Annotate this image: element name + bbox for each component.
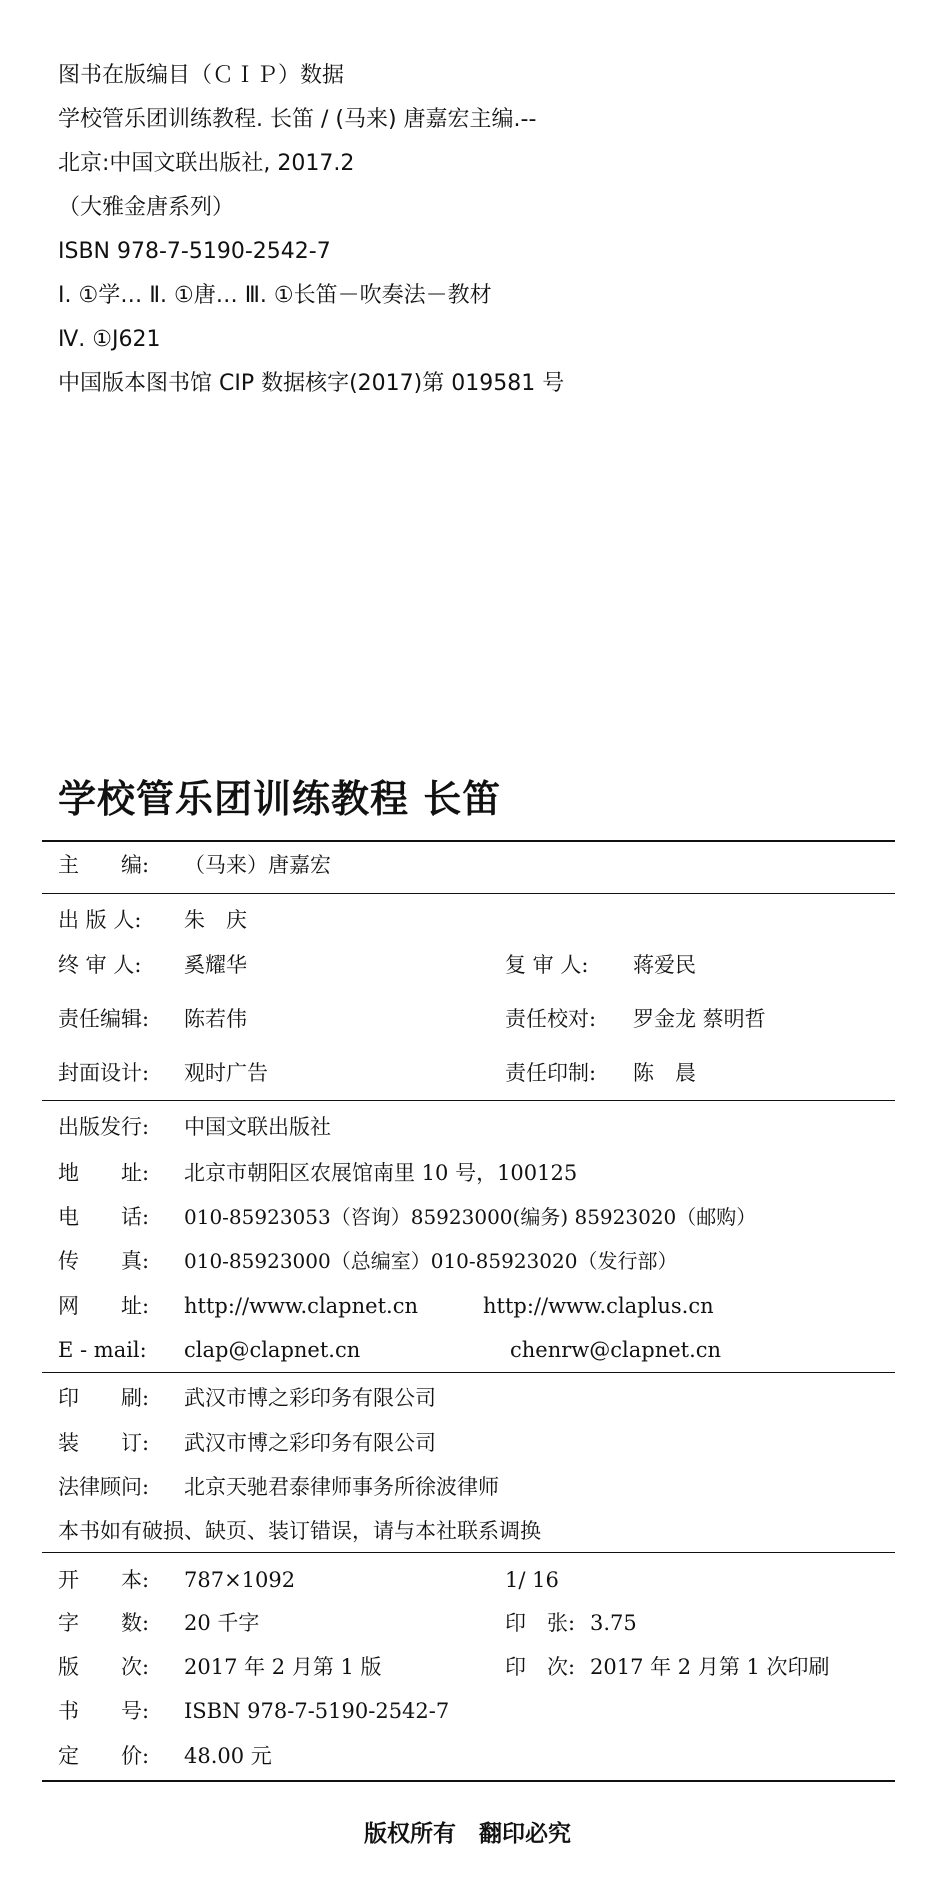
web-link-2[interactable]: http://www.claplus.cn xyxy=(483,1294,714,1318)
editor-label: 主 编: xyxy=(58,853,150,877)
email-row xyxy=(58,1335,888,1365)
address-row xyxy=(58,1158,577,1188)
phone-value: 010-85923053（咨询）85923000(编务) 85923020（邮购） xyxy=(184,1205,757,1229)
final-reviewer-label: 终 审 人: xyxy=(58,953,142,977)
email-link-1[interactable]: clap@clapnet.cn xyxy=(184,1338,361,1362)
format-label: 开 本: xyxy=(58,1568,150,1592)
proofreader-value: 罗金龙 蔡明哲 xyxy=(633,1007,766,1031)
cip-line: 中国版本图书馆 CIP 数据核字(2017)第 019581 号 xyxy=(58,371,565,396)
printing-supervisor-label: 责任印制: xyxy=(505,1061,597,1085)
format-value: 787×1092 xyxy=(184,1568,296,1592)
cip-block xyxy=(58,62,878,414)
cover-design-value: 观时广告 xyxy=(184,1061,268,1085)
printer-row xyxy=(58,1383,436,1413)
divider xyxy=(42,1372,895,1373)
word-count-label: 字 数: xyxy=(58,1611,150,1635)
second-reviewer-label: 复 审 人: xyxy=(505,953,589,977)
publisher-person-row xyxy=(58,905,247,935)
fax-row xyxy=(58,1246,677,1276)
binder-row xyxy=(58,1428,436,1458)
publisher-person-value: 朱 庆 xyxy=(184,908,247,932)
cip-heading: 图书在版编目（ＣＩＰ）数据 xyxy=(58,63,345,88)
edition-label: 版 次: xyxy=(58,1655,150,1679)
second-reviewer-value: 蒋爱民 xyxy=(633,953,696,977)
edition-row xyxy=(58,1652,888,1682)
price-row xyxy=(58,1741,272,1771)
web-link-1[interactable]: http://www.clapnet.cn xyxy=(184,1294,418,1318)
format-fraction: 1/ 16 xyxy=(505,1568,559,1592)
edition-value: 2017 年 2 月第 1 版 xyxy=(184,1655,382,1679)
isbn-value: ISBN 978-7-5190-2542-7 xyxy=(184,1699,450,1723)
web-row xyxy=(58,1291,888,1321)
damage-notice: 本书如有破损、缺页、装订错误，请与本社联系调换 xyxy=(58,1519,541,1543)
legal-label: 法律顾问: xyxy=(58,1475,150,1499)
design-print-row xyxy=(58,1058,888,1088)
copyright-notice: 版权所有 翻印必究 xyxy=(364,1821,571,1847)
editor-in-charge-label: 责任编辑: xyxy=(58,1007,150,1031)
cip-line: （大雅金唐系列） xyxy=(58,195,235,220)
cip-line: Ⅰ. ①学… Ⅱ. ①唐… Ⅲ. ①长笛－吹奏法－教材 xyxy=(58,283,492,308)
cover-design-label: 封面设计: xyxy=(58,1061,150,1085)
price-value: 48.00 元 xyxy=(184,1744,272,1768)
phone-row xyxy=(58,1202,756,1232)
editor-proof-row xyxy=(58,1004,888,1034)
editor-in-charge-value: 陈若伟 xyxy=(184,1007,247,1031)
printer-value: 武汉市博之彩印务有限公司 xyxy=(184,1386,436,1410)
publisher-row xyxy=(58,1112,331,1142)
price-label: 定 价: xyxy=(58,1744,150,1768)
email-label: E - mail: xyxy=(58,1338,147,1362)
book-title: 学校管乐团训练教程 长笛 xyxy=(58,777,502,821)
format-row xyxy=(58,1565,888,1595)
notice-row xyxy=(58,1516,541,1546)
printer-label: 印 刷: xyxy=(58,1386,150,1410)
divider xyxy=(42,840,895,842)
impression-value: 2017 年 2 月第 1 次印刷 xyxy=(590,1655,830,1679)
fax-label: 传 真: xyxy=(58,1249,150,1273)
divider xyxy=(42,1100,895,1101)
address-label: 地 址: xyxy=(58,1161,150,1185)
address-value: 北京市朝阳区农展馆南里 10 号，100125 xyxy=(184,1161,578,1185)
legal-value: 北京天驰君泰律师事务所徐波律师 xyxy=(184,1475,499,1499)
legal-row xyxy=(58,1472,499,1502)
publisher-value: 中国文联出版社 xyxy=(184,1115,331,1139)
divider xyxy=(42,893,895,894)
divider xyxy=(42,1780,895,1782)
reviewer-row xyxy=(58,950,888,980)
email-link-2[interactable]: chenrw@clapnet.cn xyxy=(510,1338,722,1362)
binder-label: 装 订: xyxy=(58,1431,150,1455)
publisher-person-label: 出 版 人: xyxy=(58,908,142,932)
divider xyxy=(42,1552,895,1553)
printing-supervisor-value: 陈 晨 xyxy=(633,1061,696,1085)
fax-value: 010-85923000（总编室）010-85923020（发行部） xyxy=(184,1249,678,1273)
cip-line: ISBN 978-7-5190-2542-7 xyxy=(58,239,331,264)
publisher-label: 出版发行: xyxy=(58,1115,150,1139)
web-label: 网 址: xyxy=(58,1294,150,1318)
final-reviewer-value: 奚耀华 xyxy=(184,953,247,977)
binder-value: 武汉市博之彩印务有限公司 xyxy=(184,1431,436,1455)
word-count-value: 20 千字 xyxy=(184,1611,260,1635)
isbn-label: 书 号: xyxy=(58,1699,150,1723)
sheets-label: 印 张: xyxy=(505,1611,576,1635)
proofreader-label: 责任校对: xyxy=(505,1007,597,1031)
cip-line: Ⅳ. ①J621 xyxy=(58,327,161,352)
editor-row xyxy=(58,850,331,880)
impression-label: 印 次: xyxy=(505,1655,576,1679)
phone-label: 电 话: xyxy=(58,1205,150,1229)
isbn-row xyxy=(58,1696,449,1726)
word-count-row xyxy=(58,1608,888,1638)
editor-value: （马来）唐嘉宏 xyxy=(184,853,331,877)
sheets-value: 3.75 xyxy=(590,1611,637,1635)
cip-line: 北京:中国文联出版社, 2017.2 xyxy=(58,151,355,176)
cip-line: 学校管乐团训练教程. 长笛 / (马来) 唐嘉宏主编.-- xyxy=(58,107,537,132)
